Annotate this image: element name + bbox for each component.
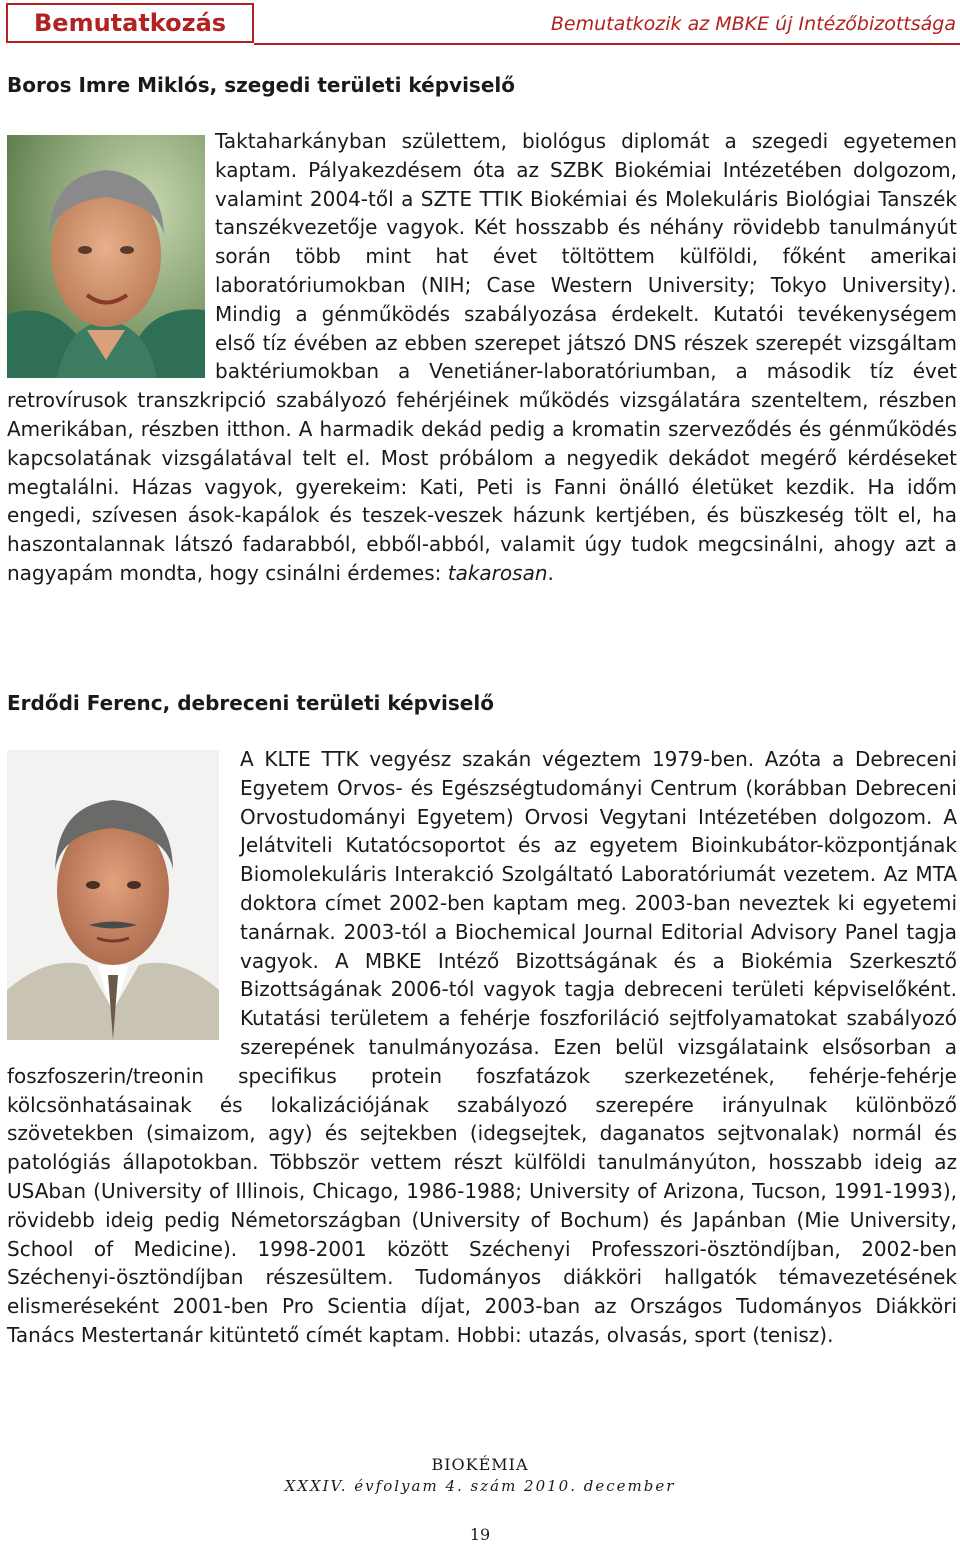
page-number: 19 xyxy=(469,1525,491,1544)
photo-wrap-spacer xyxy=(7,745,240,1053)
profile-bio-erdodi xyxy=(7,745,957,1350)
bio-emphasis: takarosan xyxy=(447,560,548,585)
profile-heading-boros: Boros Imre Miklós, szegedi területi képviselő xyxy=(7,73,515,97)
running-title: Bemutatkozik az MBKE új Intézőbizottsága xyxy=(550,13,956,35)
bio-text: Taktaharkányban születtem, biológus diplomát a szegedi egyetemen kaptam. Pályakezdésem óta az SZBK Biokémiai Intézetében dolgozom, valamint 2004-től a SZTE TTIK Biokémiai és Molekuláris Biológiai Tanszék tanszékvezetője vagyok. Két hosszabb és néhány rövidebb tanulmányút során több mint hat évet töltöttem külföldi, főként amerikai laboratóriumokban (NIH; Case Western University; Tokyo University). Mindig a génműködés szabályozása érdekelt. Kutatói tevékenységem első tíz évében az ebben szerepet játszó DNS részek szerepét vizsgáltam baktériumokban a Venetiáner-laboratóriumban, a második tíz évet retrovírusok transzkripció szabályozó fehérjéinek működés vizsgálatára szenteltem, részben Amerikában, részben itthon. A harmadik dekád pedig a kromatin szerveződés és génműködés kapcsolatának vizsgálatával telt el. Most próbálom a negyedik dekádot megérő kérdéseket megtalálni. Házas vagyok, gyerekeim: Kati, Peti is Fanni önálló életüket kezdik. Ha időm engedi, szívesen ások-kapálok és teszek-veszek házunk kertjében, és büszkeség tölt el, ha haszontalannak látszó fadarabból, ebből-abból, valamit úgy tudok megcsinálni, ahogy azt a nagyapám mondta, hogy csinálni érdemes: xyxy=(7,129,957,585)
profile-heading-erdodi: Erdődi Ferenc, debreceni területi képviselő xyxy=(7,691,494,715)
bio-text-end: . xyxy=(547,560,554,585)
profile-bio-boros xyxy=(7,127,957,588)
section-tag: Bemutatkozás xyxy=(34,9,227,37)
photo-wrap-spacer xyxy=(7,127,215,385)
section-tag-box xyxy=(6,3,254,43)
footer-journal-name: BIOKÉMIA xyxy=(431,1455,529,1474)
footer-issue: XXXIV. évfolyam 4. szám 2010. december xyxy=(284,1477,676,1495)
header-rule xyxy=(254,43,960,45)
bio-text: A KLTE TTK vegyész szakán végeztem 1979-ben. Azóta a Debreceni Egyetem Orvos- és Egészségtudományi Centrum (korábban Debreceni Orvostudományi Egyetem) Orvosi Vegytani Intézetében dolgozom. A Jelátviteli Kutatócsoportot és az egyetem Bioinkubátor-központjának Biomolekuláris Interakció Szolgáltató Laboratóriumát vezetem. Az MTA doktora címet 2002-ben kaptam meg. 2003-ban neveztek ki egyetemi tanárnak. 2003-tól a Biochemical Journal Editorial Advisory Panel tagja vagyok. A MBKE Intéző Bizottságának és a Biokémia Szerkesztő Bizottságának 2006-tól vagyok tagja debreceni területi képviselőként. Kutatási területem a fehérje foszforiláció sejtfolyamatokat szabályozó szerepének tanulmányozása. Ezen belül vizsgálataink elsősorban a foszfoszerin/treonin specifikus protein foszfatázok szerkezetének, fehérje-fehérje kölcsönhatásainak és lokalizációjának szabályozó szerepére irányulnak különböző szövetekben (simaizom, agy) és sejtekben (idegsejtek, daganatos sejtvonalak) normál és patológiás állapotokban. Többször vettem részt külföldi tanulmányúton, hosszabb ideig az USAban (University of Illinois, Chicago, 1986-1988; University of Arizona, Tucson, 1991-1993), rövidebb ideig pedig Németországban (University of Bochum) és Japánban (Mie University, School of Medicine). 1998-2001 között Széchenyi Professzori-ösztöndíjban, 2002-ben Széchenyi-ösztöndíjban részesültem. Tudományos diákköri hallgatók témavezetésének elismeréseként 2001-ben Pro Scientia díjat, 2003-ban az Országos Tudományos Diákköri Tanács Mestertanár kitüntető címét kaptam. Hobbi: utazás, olvasás, sport (tenisz). xyxy=(7,747,957,1347)
